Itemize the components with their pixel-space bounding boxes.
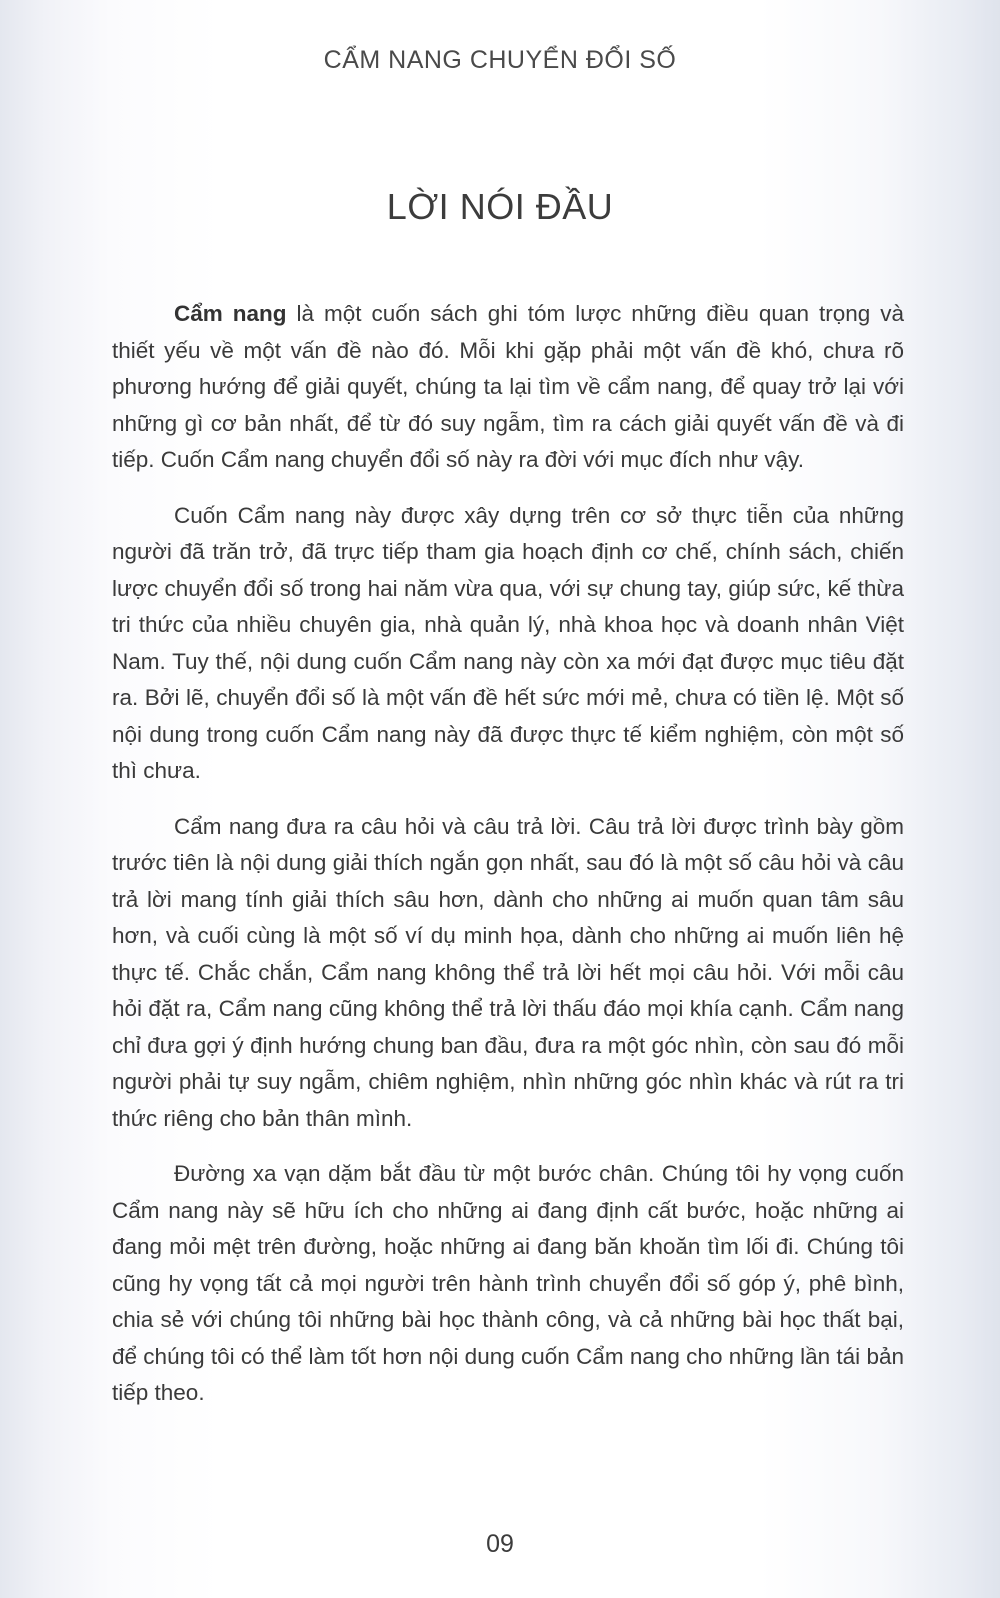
chapter-title: LỜI NÓI ĐẦU: [386, 186, 614, 227]
body-text: [112, 296, 904, 1431]
lead-term: Cẩm nang: [174, 301, 287, 326]
paragraph-3: Cẩm nang đưa ra câu hỏi và câu trả lời. Câu trả lời được trình bày gồm trước tiên là nội dung giải thích ngắn gọn nhất, sau đó là một số câu hỏi và câu trả lời mang tính giải thích sâu hơn, dành cho những ai muốn quan tâm sâu hơn, và cuối cùng là một số ví dụ minh họa, dành cho những ai muốn liên hệ thực tế. Chắc chắn, Cẩm nang không thể trả lời hết mọi câu hỏi. Với mỗi câu hỏi đặt ra, Cẩm nang cũng không thể trả lời thấu đáo mọi khía cạnh. Cẩm nang chỉ đưa gợi ý định hướng chung ban đầu, đưa ra một góc nhìn, còn sau đó mỗi người phải tự suy ngẫm, chiêm nghiệm, nhìn những góc nhìn khác và rút ra tri thức riêng cho bản thân mình.: [112, 813, 904, 1131]
paragraph-1: [112, 296, 904, 479]
page-number: 09: [486, 1530, 514, 1558]
running-header: CẨM NANG CHUYỂN ĐỔI SỐ: [323, 46, 677, 74]
paragraph-4: Đường xa vạn dặm bắt đầu từ một bước chân. Chúng tôi hy vọng cuốn Cẩm nang này sẽ hữu ích cho những ai đang định cất bước, hoặc những ai đang mỏi mệt trên đường, hoặc những ai đang băn khoăn tìm lối đi. Chúng tôi cũng hy vọng tất cả mọi người trên hành trình chuyển đổi số góp ý, phê bình, chia sẻ với chúng tôi những bài học thành công, và cả những bài học thất bại, để chúng tôi có thể làm tốt hơn nội dung cuốn Cẩm nang cho những lần tái bản tiếp theo.: [112, 1161, 904, 1405]
paragraph-1-text: là một cuốn sách ghi tóm lược những điều quan trọng và thiết yếu về một vấn đề nào đó. Mỗi khi gặp phải một vấn đề khó, chưa rõ phương hướng để giải quyết, chúng ta lại tìm về cẩm nang, để quay trở lại với những gì cơ bản nhất, để từ đó suy ngẫm, tìm ra cách giải quyết vấn đề và đi tiếp. Cuốn Cẩm nang chuyển đổi số này ra đời với mục đích như vậy.: [112, 301, 904, 472]
paragraph-2: Cuốn Cẩm nang này được xây dựng trên cơ sở thực tiễn của những người đã trăn trở, đã trực tiếp tham gia hoạch định cơ chế, chính sách, chiến lược chuyển đổi số trong hai năm vừa qua, với sự chung tay, giúp sức, kế thừa tri thức của nhiều chuyên gia, nhà quản lý, nhà khoa học và doanh nhân Việt Nam. Tuy thế, nội dung cuốn Cẩm nang này còn xa mới đạt được mục tiêu đặt ra. Bởi lẽ, chuyển đổi số là một vấn đề hết sức mới mẻ, chưa có tiền lệ. Một số nội dung trong cuốn Cẩm nang này đã được thực tế kiểm nghiệm, còn một số thì chưa.: [112, 502, 904, 783]
